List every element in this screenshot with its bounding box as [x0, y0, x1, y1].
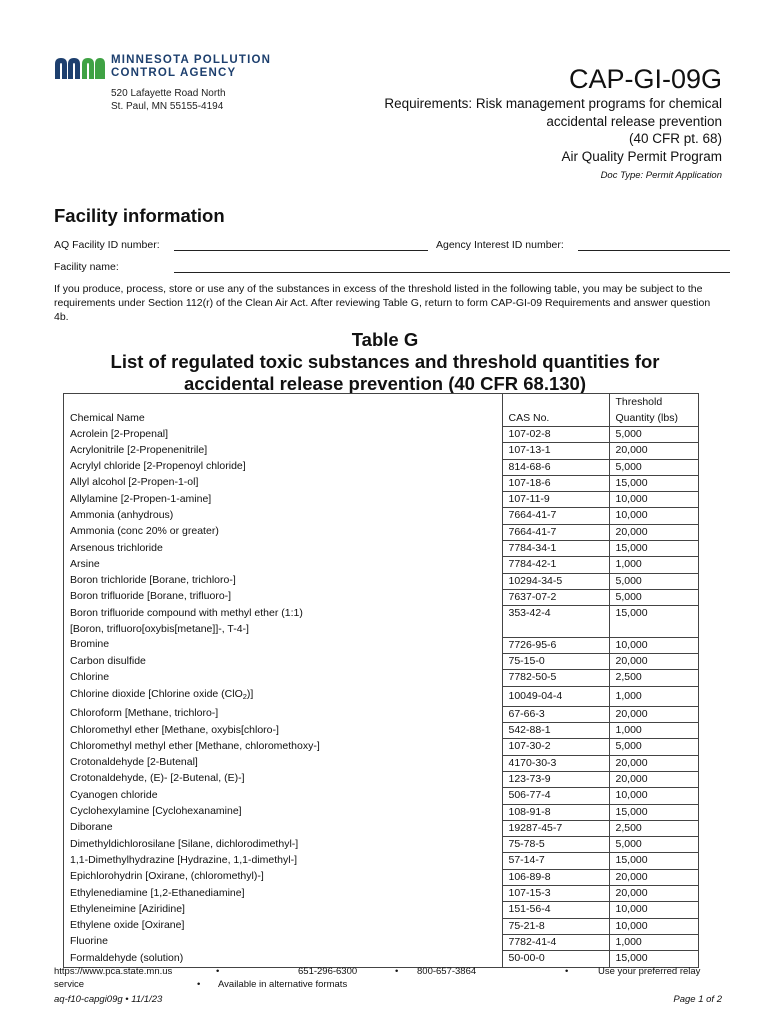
subtitle-line: accidental release prevention	[546, 113, 722, 129]
chemical-formula-subscript: 2	[242, 692, 247, 702]
footer-phone1: 651-296-6300	[298, 966, 358, 977]
threshold-quantity-cell: 20,000	[609, 886, 698, 902]
cas-number-cell: 107-15-3	[502, 886, 609, 902]
chemical-name: Allylamine [2-Propen-1-amine]	[70, 492, 212, 505]
facility-name-field[interactable]	[174, 272, 730, 273]
aq-facility-id-field[interactable]	[174, 250, 428, 251]
chemical-name-cell	[64, 804, 502, 820]
chemical-name-cell	[64, 637, 502, 653]
chemical-name-cell	[64, 654, 502, 670]
chemical-name-cell	[64, 902, 502, 918]
chemical-name: Acrylonitrile [2-Propenenitrile]	[70, 443, 208, 456]
threshold-quantity-cell: 5,000	[609, 459, 698, 475]
cas-number-cell: 108-91-8	[502, 804, 609, 820]
table-row	[64, 755, 698, 771]
threshold-quantity-cell: 10,000	[609, 508, 698, 524]
chemical-name-cell	[64, 492, 502, 508]
chemical-name: Ethyleneimine [Aziridine]	[70, 902, 185, 915]
cas-number-cell: 4170-30-3	[502, 755, 609, 771]
threshold-quantity-cell: 5,000	[609, 739, 698, 755]
table-row	[64, 804, 698, 820]
cas-number-cell: 107-30-2	[502, 739, 609, 755]
table-row	[64, 541, 698, 557]
threshold-quantity-cell: 1,000	[609, 557, 698, 573]
agency-name	[111, 54, 271, 80]
cas-number-cell: 123-73-9	[502, 771, 609, 787]
table-row	[64, 606, 698, 622]
cas-number-cell: 542-88-1	[502, 723, 609, 739]
table-row	[64, 686, 698, 706]
table-row	[64, 654, 698, 670]
subtitle-line: (40 CFR pt. 68)	[628, 131, 722, 146]
table-title-line2: List of regulated toxic substances and threshold quantities for	[110, 351, 660, 372]
cas-number-cell: 7782-50-5	[502, 670, 609, 686]
chemical-name: Crotonaldehyde [2-Butenal]	[70, 756, 198, 769]
agency-name-line2: CONTROL AGENCY	[111, 67, 237, 79]
table-row	[64, 637, 698, 653]
address-line1: 520 Lafayette Road North	[111, 88, 226, 99]
footer-bullet: •	[395, 966, 399, 977]
chemical-name: 1,1-Dimethylhydrazine [Hydrazine, 1,1-dimethyl-]	[70, 853, 298, 866]
table-row	[64, 492, 698, 508]
facility-name-label: Facility name:	[54, 261, 119, 273]
chemical-name: Epichlorohydrin [Oxirane, (chloromethyl)-]	[70, 870, 264, 883]
chemical-name: Chloroform [Methane, trichloro-]	[70, 707, 219, 720]
table-row	[64, 557, 698, 573]
table-title-line1: Table G	[351, 329, 419, 350]
table-row	[64, 918, 698, 934]
threshold-quantity-cell: 15,000	[609, 606, 698, 622]
agency-name-line1: MINNESOTA POLLUTION	[111, 54, 272, 66]
cas-number-cell: 7782-41-4	[502, 934, 609, 950]
table-title-line3: accidental release prevention (40 CFR 68.130)	[183, 373, 587, 394]
table-row	[64, 622, 698, 638]
cas-number-cell: 19287-45-7	[502, 820, 609, 836]
mn-logo-icon	[54, 56, 106, 80]
threshold-quantity-cell: 10,000	[609, 492, 698, 508]
chemical-name-cell	[64, 918, 502, 934]
agency-interest-id-field[interactable]	[578, 250, 730, 251]
table-row	[64, 443, 698, 459]
threshold-quantity-cell: 15,000	[609, 475, 698, 491]
chemical-name-cell	[64, 755, 502, 771]
threshold-quantity-cell: 20,000	[609, 443, 698, 459]
table-row	[64, 589, 698, 605]
cas-number-cell: 10294-34-5	[502, 573, 609, 589]
table-row	[64, 820, 698, 836]
chemical-name: Dimethyldichlorosilane [Silane, dichlorodimethyl-]	[70, 837, 299, 850]
chemical-name-cell	[64, 771, 502, 787]
table-row	[64, 723, 698, 739]
chemical-name-cell	[64, 686, 502, 706]
chemical-name: Ammonia (conc 20% or greater)	[70, 525, 219, 538]
footer-phone2: 800-657-3864	[417, 966, 477, 977]
chemical-name-cell	[64, 951, 502, 967]
header-threshold-line1: Threshold	[615, 396, 663, 408]
chemical-name-cell	[64, 934, 502, 950]
threshold-quantity-cell: 15,000	[609, 853, 698, 869]
cas-number-cell: 353-42-4	[502, 606, 609, 622]
footer-page-number: Page 1 of 2	[673, 994, 722, 1005]
section-title-facility: Facility information	[54, 205, 225, 226]
chemical-name: Cyanogen chloride	[70, 788, 158, 801]
table-row	[64, 573, 698, 589]
table-header-row	[64, 394, 698, 427]
chemical-name-cell	[64, 427, 502, 443]
cas-number-cell: 75-78-5	[502, 837, 609, 853]
cas-number-cell: 107-02-8	[502, 427, 609, 443]
cas-number-cell: 75-15-0	[502, 654, 609, 670]
chemical-name: Boron trifluoride [Borane, trifluoro-]	[70, 590, 232, 603]
table-row	[64, 670, 698, 686]
cas-number-cell: 7637-07-2	[502, 589, 609, 605]
cas-number-cell: 106-89-8	[502, 869, 609, 885]
table-row	[64, 951, 698, 967]
header-chemical-name: Chemical Name	[70, 412, 145, 424]
footer-url[interactable]: https://www.pca.state.mn.us	[54, 966, 173, 977]
footer-alt-formats: Available in alternative formats	[218, 979, 348, 990]
table-row	[64, 853, 698, 869]
cas-number-cell: 107-18-6	[502, 475, 609, 491]
table-row	[64, 427, 698, 443]
chemical-name-cell	[64, 524, 502, 540]
cas-number-cell: 506-77-4	[502, 788, 609, 804]
footer-bullet: •	[216, 966, 220, 977]
table-row	[64, 771, 698, 787]
chemical-name-cell	[64, 853, 502, 869]
threshold-quantity-cell: 10,000	[609, 788, 698, 804]
cas-number-cell: 57-14-7	[502, 853, 609, 869]
threshold-quantity-cell	[609, 622, 698, 638]
header-threshold-line2: Quantity (lbs)	[615, 411, 678, 424]
chemical-name-cell	[64, 869, 502, 885]
table-title	[54, 329, 716, 395]
chemical-name-cell	[64, 706, 502, 722]
cas-number-cell: 75-21-8	[502, 918, 609, 934]
threshold-quantity-cell: 5,000	[609, 589, 698, 605]
threshold-quantity-cell: 10,000	[609, 918, 698, 934]
threshold-quantity-cell: 1,000	[609, 934, 698, 950]
doc-number: CAP-GI-09G	[568, 64, 722, 94]
threshold-quantity-cell: 20,000	[609, 524, 698, 540]
chemical-name: Crotonaldehyde, (E)- [2-Butenal, (E)-]	[70, 772, 245, 785]
table-row	[64, 508, 698, 524]
chemical-name: Chlorine dioxide [Chlorine oxide (ClO	[70, 688, 243, 701]
footer-relay-line1: Use your preferred relay	[598, 966, 701, 977]
cas-number-cell: 151-56-4	[502, 902, 609, 918]
table-row	[64, 837, 698, 853]
chemical-name: Boron trifluoride compound with methyl ether (1:1)	[70, 606, 303, 619]
footer-bullet: •	[565, 966, 569, 977]
agency-logo	[54, 52, 294, 122]
chemical-name: Boron trichloride [Borane, trichloro-]	[70, 574, 236, 587]
chemical-name: Acrolein [2-Propenal]	[70, 427, 169, 440]
header-cas-no: CAS No.	[502, 394, 609, 427]
cas-number-cell: 107-13-1	[502, 443, 609, 459]
threshold-quantity-cell: 20,000	[609, 654, 698, 670]
threshold-quantity-cell: 2,500	[609, 670, 698, 686]
chemical-name: Chloromethyl methyl ether [Methane, chloromethoxy-]	[70, 739, 320, 752]
threshold-quantity-cell: 20,000	[609, 771, 698, 787]
footer-bullet: •	[197, 979, 201, 990]
chemical-name-cell	[64, 670, 502, 686]
header-threshold-quantity	[609, 394, 698, 427]
subtitle-line: Requirements: Risk management programs for chemical	[384, 96, 722, 111]
chemical-name: [Boron, trifluoro[oxybis[metane]]-, T-4-]	[70, 622, 249, 635]
table-row	[64, 706, 698, 722]
table-row	[64, 886, 698, 902]
threshold-quantity-cell: 1,000	[609, 723, 698, 739]
chemical-name-cell	[64, 788, 502, 804]
agency-interest-id-label: Agency Interest ID number:	[436, 239, 564, 251]
doc-subtitle	[302, 95, 722, 165]
chemical-name: Bromine	[70, 638, 110, 651]
chemical-name-cell	[64, 589, 502, 605]
table-row	[64, 475, 698, 491]
threshold-quantity-cell: 20,000	[609, 706, 698, 722]
table-row	[64, 739, 698, 755]
chemical-name-cell	[64, 557, 502, 573]
table-row	[64, 459, 698, 475]
chemical-name: Ethylene oxide [Oxirane]	[70, 919, 185, 932]
chemical-name-cell	[64, 886, 502, 902]
aq-facility-id-label: AQ Facility ID number:	[54, 239, 160, 251]
chemical-name-cell	[64, 723, 502, 739]
footer-relay-service: service	[54, 979, 85, 990]
threshold-quantity-cell: 5,000	[609, 573, 698, 589]
chemical-name: Arsenous trichloride	[70, 541, 163, 554]
threshold-quantity-cell: 10,000	[609, 637, 698, 653]
cas-number-cell: 7726-95-6	[502, 637, 609, 653]
table-row	[64, 934, 698, 950]
doc-type: Doc Type: Permit Application	[600, 170, 722, 181]
chemical-name-cell	[64, 459, 502, 475]
chemical-name: Fluorine	[70, 935, 108, 948]
cas-number-cell: 107-11-9	[502, 492, 609, 508]
cas-number-cell: 7784-42-1	[502, 557, 609, 573]
chemical-name-cell	[64, 443, 502, 459]
chemical-name-cell	[64, 508, 502, 524]
cas-number-cell: 50-00-0	[502, 951, 609, 967]
chemical-name: Cyclohexylamine [Cyclohexanamine]	[70, 805, 242, 818]
cas-number-cell: 10049-04-4	[502, 686, 609, 706]
threshold-quantity-cell: 5,000	[609, 837, 698, 853]
footer-doc-id: aq-f10-capgi09g • 11/1/23	[54, 994, 163, 1005]
cas-number-cell: 814-68-6	[502, 459, 609, 475]
chemical-name-cell	[64, 622, 502, 638]
chemical-name-cell	[64, 541, 502, 557]
threshold-quantity-cell: 15,000	[609, 951, 698, 967]
threshold-quantity-cell: 1,000	[609, 686, 698, 706]
chemical-name-cell	[64, 475, 502, 491]
agency-address	[111, 87, 226, 113]
intro-paragraph: If you produce, process, store or use any of the substances in excess of the threshold listed in the following table, you may be subject to the requirements under Section 112(r) of the Clean Air Act. After reviewing Table G, return to form CAP-GI-09 Requirements and answer question 4b.	[54, 283, 711, 323]
chemical-name: Chlorine	[70, 670, 110, 683]
table-row	[64, 788, 698, 804]
threshold-quantity-cell: 10,000	[609, 902, 698, 918]
table-row	[64, 524, 698, 540]
cas-number-cell: 7664-41-7	[502, 524, 609, 540]
chemical-name-cell	[64, 739, 502, 755]
threshold-quantity-cell: 15,000	[609, 541, 698, 557]
cas-number-cell: 7784-34-1	[502, 541, 609, 557]
chemical-name: Acrylyl chloride [2-Propenoyl chloride]	[70, 460, 246, 473]
chemical-name: Ethylenediamine [1,2-Ethanediamine]	[70, 886, 245, 899]
chemical-name: Diborane	[70, 821, 113, 834]
cas-number-cell: 7664-41-7	[502, 508, 609, 524]
subtitle-line: Air Quality Permit Program	[561, 148, 722, 164]
threshold-quantity-cell: 20,000	[609, 869, 698, 885]
chemical-name: Ammonia (anhydrous)	[70, 508, 174, 521]
table-row	[64, 869, 698, 885]
substances-table	[63, 393, 699, 968]
threshold-quantity-cell: 5,000	[609, 427, 698, 443]
chemical-name: Arsine	[70, 557, 100, 570]
chemical-name: Allyl alcohol [2-Propen-1-ol]	[70, 476, 199, 489]
chemical-name: Formaldehyde (solution)	[70, 951, 184, 964]
cas-number-cell	[502, 622, 609, 638]
cas-number-cell: 67-66-3	[502, 706, 609, 722]
address-line2: St. Paul, MN 55155-4194	[111, 101, 224, 112]
chemical-name-cell	[64, 837, 502, 853]
threshold-quantity-cell: 15,000	[609, 804, 698, 820]
chemical-name-cell	[64, 820, 502, 836]
chemical-name-cell	[64, 606, 502, 622]
threshold-quantity-cell: 2,500	[609, 820, 698, 836]
chemical-name-cell	[64, 573, 502, 589]
threshold-quantity-cell: 20,000	[609, 755, 698, 771]
table-row	[64, 902, 698, 918]
chemical-name: Chloromethyl ether [Methane, oxybis[chloro-]	[70, 723, 279, 736]
chemical-name: Carbon disulfide	[70, 654, 146, 667]
chemical-name-suffix: )]	[246, 688, 254, 701]
